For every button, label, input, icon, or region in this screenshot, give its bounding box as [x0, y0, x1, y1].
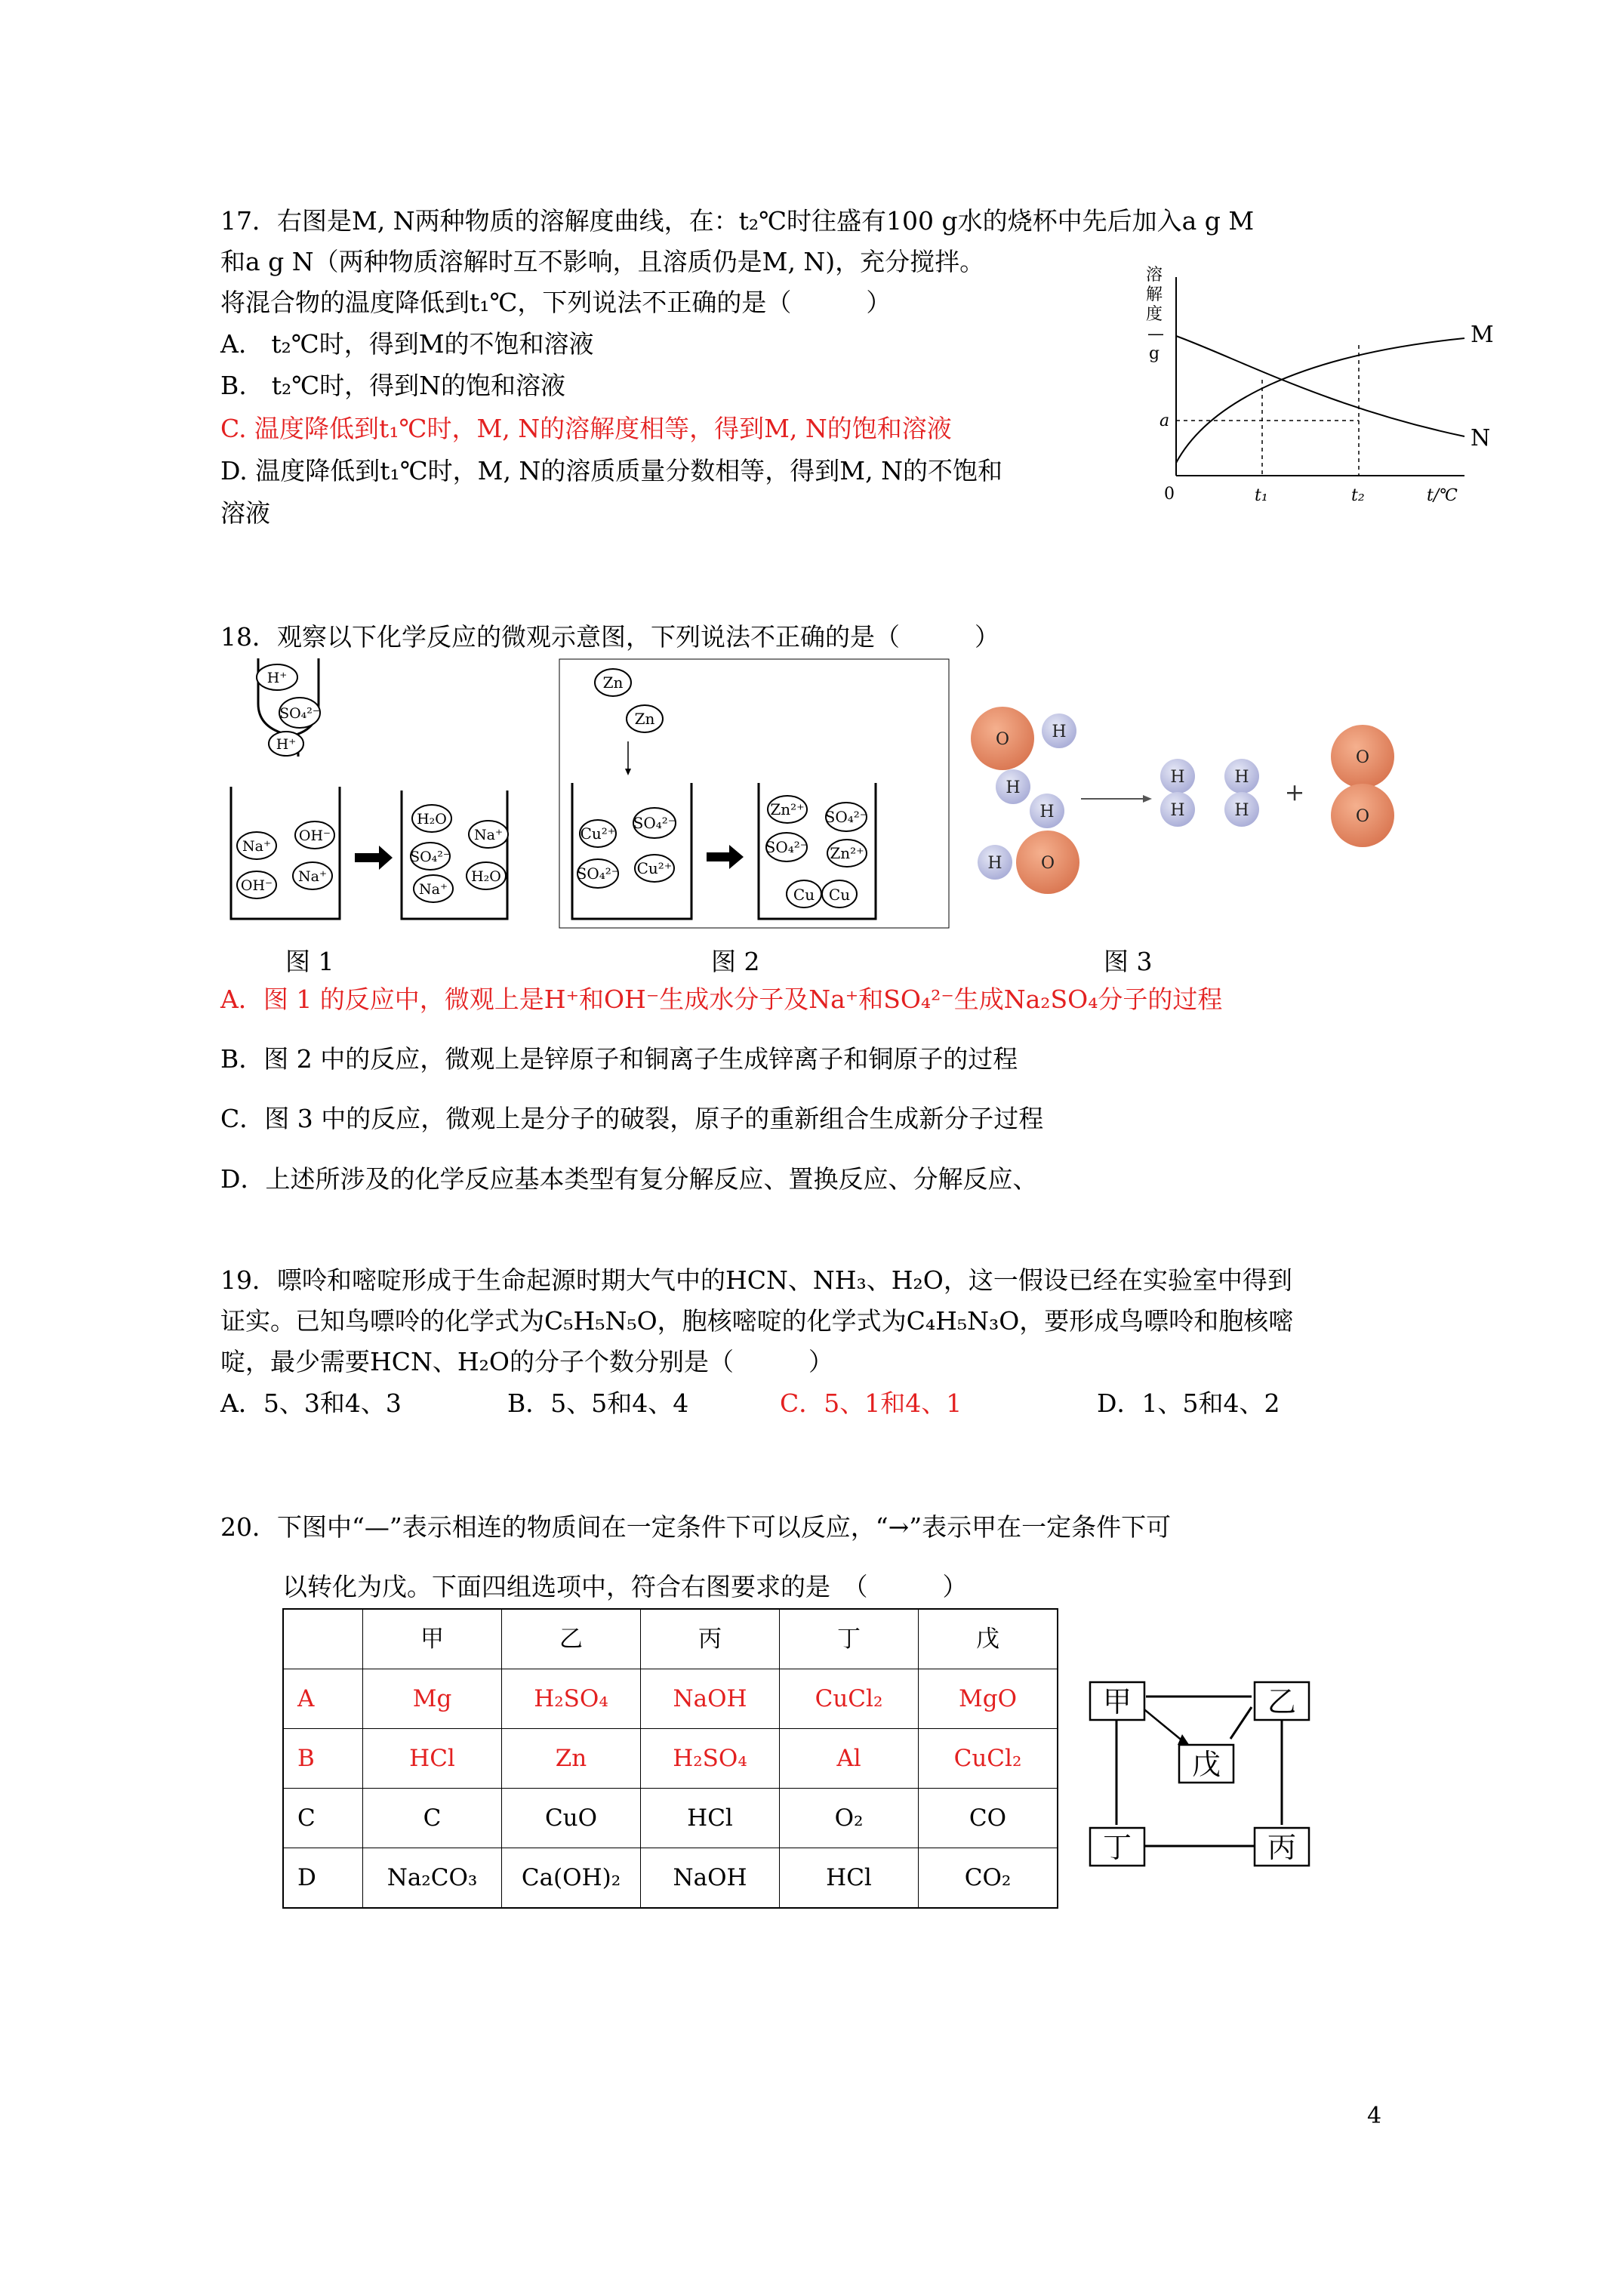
table-cell: C — [363, 1789, 502, 1848]
atom-O-2: O — [1040, 854, 1055, 873]
ion-SO4-4: SO₄²⁻ — [576, 864, 620, 883]
table-cell: O₂ — [780, 1789, 919, 1848]
table-row — [283, 1669, 1058, 1729]
graph-M-label: M — [1471, 322, 1494, 348]
atom-Cu-1: Cu — [793, 886, 815, 904]
q17-line3: 将混合物的温度降低到t₁℃，下列说法不正确的是（ ） — [220, 288, 892, 317]
table-cell: Na₂CO₃ — [363, 1848, 502, 1909]
graph-N-label: N — [1471, 425, 1491, 451]
node-wu: 戊 — [1191, 1748, 1221, 1781]
table-cell: HCl — [780, 1848, 919, 1909]
q20-line1: 20．下图中“—”表示相连的物质间在一定条件下可以反应，“→”表示甲在一定条件下可 — [220, 1512, 1172, 1542]
page-number: 4 — [1367, 2103, 1382, 2129]
atom-H-6: H — [1170, 801, 1185, 820]
table-cell: D — [283, 1848, 363, 1909]
oxygen-molecule — [1331, 725, 1394, 847]
q17-line2: 和a g N（两种物质溶解时互不影响，且溶质仍是M, N)，充分搅拌。 — [220, 247, 985, 276]
q20-relation-diagram — [1087, 1680, 1329, 1869]
graph-ylabel-2: 解 — [1146, 285, 1163, 304]
arrow-right-icon — [355, 846, 393, 870]
curve-N — [1176, 336, 1464, 436]
ion-OH-1: OH⁻ — [298, 827, 331, 844]
q18-option-a: A．图 1 的反应中，微观上是H⁺和OH⁻生成水分子及Na⁺和SO₄²⁻生成Na₂SO₄分子的过程 — [220, 985, 1223, 1014]
q17-option-a: A. t₂℃时，得到M的不饱和溶液 — [220, 329, 594, 359]
q17-option-d-line1: D. 温度降低到t₁℃时，M, N的溶质质量分数相等，得到M, N的不饱和 — [220, 456, 1002, 485]
figure-2-caption: 图 2 — [711, 947, 760, 976]
figure-3-caption: 图 3 — [1104, 947, 1153, 976]
atom-H-5: H — [1170, 768, 1185, 787]
atom-O-3: O — [1355, 748, 1370, 767]
ion-SO4-2: SO₄²⁻ — [410, 849, 451, 865]
atom-Zn-1: Zn — [602, 673, 624, 692]
table-cell: CuCl₂ — [919, 1729, 1058, 1789]
node-jia: 甲 — [1102, 1685, 1132, 1718]
atom-Cu-2: Cu — [828, 886, 851, 904]
atom-H-1: H — [1052, 723, 1067, 741]
ion-Na-4: Na⁺ — [419, 881, 448, 898]
node-yi: 乙 — [1267, 1685, 1297, 1718]
beaker-left — [572, 783, 691, 919]
graph-a-label: a — [1160, 411, 1170, 430]
atom-H-3: H — [987, 854, 1002, 873]
ion-Cu2-1: Cu²⁺ — [580, 824, 616, 843]
solubility-graph — [1132, 260, 1494, 510]
ion-SO4-3: SO₄²⁻ — [633, 814, 676, 832]
table-header-cell: 甲 — [363, 1609, 502, 1669]
ion-SO4-6: SO₄²⁻ — [765, 838, 808, 856]
table-header-cell: 戊 — [919, 1609, 1058, 1669]
ion-SO4-5: SO₄²⁻ — [824, 808, 868, 826]
table-row — [283, 1789, 1058, 1848]
ion-H-2: H⁺ — [276, 736, 297, 753]
q20-options-table — [282, 1608, 1058, 1909]
atom-O-4: O — [1355, 807, 1370, 826]
figure-3-water-decomposition — [959, 695, 1427, 921]
node-ding: 丁 — [1102, 1831, 1132, 1864]
graph-ylabel-4: — — [1147, 325, 1164, 344]
ion-OH-2: OH⁻ — [240, 877, 273, 894]
graph-ylabel-3: 度 — [1146, 305, 1163, 324]
q17-option-c: C. 温度降低到t₁℃时，M, N的溶解度相等，得到M, N的饱和溶液 — [220, 414, 952, 443]
q19-line1: 19．嘌呤和嘧啶形成于生命起源时期大气中的HCN、NH₃、H₂O，这一假设已经在实验室中得到 — [220, 1265, 1292, 1295]
table-header-cell: 乙 — [502, 1609, 641, 1669]
curve-M — [1176, 338, 1464, 463]
ion-Na-3: Na⁺ — [474, 827, 503, 843]
q17-option-d-line2: 溶液 — [220, 498, 270, 528]
table-header-row — [283, 1609, 1058, 1669]
table-cell: CO — [919, 1789, 1058, 1848]
table-cell: B — [283, 1729, 363, 1789]
q18-stem: 18．观察以下化学反应的微观示意图，下列说法不正确的是（ ） — [220, 622, 999, 652]
atom-H-7: H — [1234, 768, 1249, 787]
table-header-cell: 丁 — [780, 1609, 919, 1669]
ion-Cu2-2: Cu²⁺ — [636, 859, 673, 877]
ion-Na-2: Na⁺ — [298, 868, 327, 885]
water-molecule-1 — [971, 707, 1076, 804]
ion-Zn2-2: Zn²⁺ — [830, 844, 864, 862]
atom-Zn-2: Zn — [634, 710, 655, 728]
table-cell: NaOH — [641, 1669, 780, 1729]
table-cell: CO₂ — [919, 1848, 1058, 1909]
atom-H-8: H — [1234, 801, 1249, 820]
table-row — [283, 1729, 1058, 1789]
q19-line3: 啶，最少需要HCN、H₂O的分子个数分别是（ ） — [220, 1347, 833, 1376]
q18-option-b: B．图 2 中的反应，微观上是锌原子和铜离子生成锌离子和铜原子的过程 — [220, 1044, 1018, 1074]
atom-H-4: H — [1039, 803, 1055, 821]
table-header-cell: 丙 — [641, 1609, 780, 1669]
arrow-right-icon — [1143, 795, 1152, 803]
table-cell: Zn — [502, 1729, 641, 1789]
graph-ylabel-1: 溶 — [1146, 266, 1163, 285]
table-cell: NaOH — [641, 1848, 780, 1909]
figure-2-frame — [559, 659, 949, 928]
table-cell: MgO — [919, 1669, 1058, 1729]
figure-2-displacement — [559, 658, 951, 930]
plus-sign: + — [1284, 778, 1305, 806]
graph-t1-label: t₁ — [1255, 486, 1268, 505]
q19-option-b: B．5、5和4、4 — [507, 1388, 689, 1418]
graph-origin: 0 — [1164, 485, 1175, 504]
q19-option-a: A．5、3和4、3 — [220, 1388, 402, 1418]
table-cell: CuCl₂ — [780, 1669, 919, 1729]
water-molecule-2 — [978, 794, 1079, 894]
ion-SO4-1: SO₄²⁻ — [279, 705, 320, 722]
q17-option-b: B. t₂℃时，得到N的饱和溶液 — [220, 371, 566, 400]
table-cell: H₂SO₄ — [502, 1669, 641, 1729]
molecule-H2O-2: H₂O — [471, 868, 501, 885]
atom-O-1: O — [995, 730, 1010, 749]
graph-x-label: t/℃ — [1427, 486, 1458, 505]
table-cell: Al — [780, 1729, 919, 1789]
graph-t2-label: t₂ — [1351, 486, 1365, 505]
q18-option-d: D．上述所涉及的化学反应基本类型有复分解反应、置换反应、分解反应、 — [220, 1164, 1038, 1194]
q19-option-c: C．5、1和4、1 — [780, 1388, 962, 1418]
table-cell: HCl — [363, 1729, 502, 1789]
ion-Na-1: Na⁺ — [242, 838, 271, 855]
table-cell: H₂SO₄ — [641, 1729, 780, 1789]
graph-ylabel-5: g — [1149, 344, 1160, 363]
q18-option-c: C．图 3 中的反应，微观上是分子的破裂，原子的重新组合生成新分子过程 — [220, 1104, 1044, 1133]
q19-line2: 证实。已知鸟嘌呤的化学式为C₅H₅N₅O，胞核嘧啶的化学式为C₄H₅N₃O，要形成鸟嘌呤和胞核嘧 — [220, 1306, 1294, 1336]
ion-H-1: H⁺ — [266, 670, 288, 686]
arrow-right-icon — [707, 845, 744, 869]
table-cell: CuO — [502, 1789, 641, 1848]
table-cell: HCl — [641, 1789, 780, 1848]
table-header-cell — [283, 1609, 363, 1669]
node-bing: 丙 — [1267, 1831, 1297, 1864]
q19-option-d: D．1、5和4、2 — [1097, 1388, 1280, 1418]
table-cell: Mg — [363, 1669, 502, 1729]
figure-1-neutralization — [220, 658, 545, 930]
q17-line1: 17．右图是M, N两种物质的溶解度曲线，在：t₂℃时往盛有100 g水的烧杯中先后加入a g M — [220, 206, 1255, 236]
ion-Zn2-1: Zn²⁺ — [770, 800, 805, 818]
table-cell: Ca(OH)₂ — [502, 1848, 641, 1909]
table-cell: A — [283, 1669, 363, 1729]
molecule-H2O-1: H₂O — [417, 811, 447, 827]
atom-H-2: H — [1006, 778, 1021, 797]
table-row — [283, 1848, 1058, 1909]
figure-1-caption: 图 1 — [285, 947, 334, 976]
table-cell: C — [283, 1789, 363, 1848]
q20-line2: 以转化为戊。下面四组选项中，符合右图要求的是 （ ） — [282, 1572, 968, 1601]
